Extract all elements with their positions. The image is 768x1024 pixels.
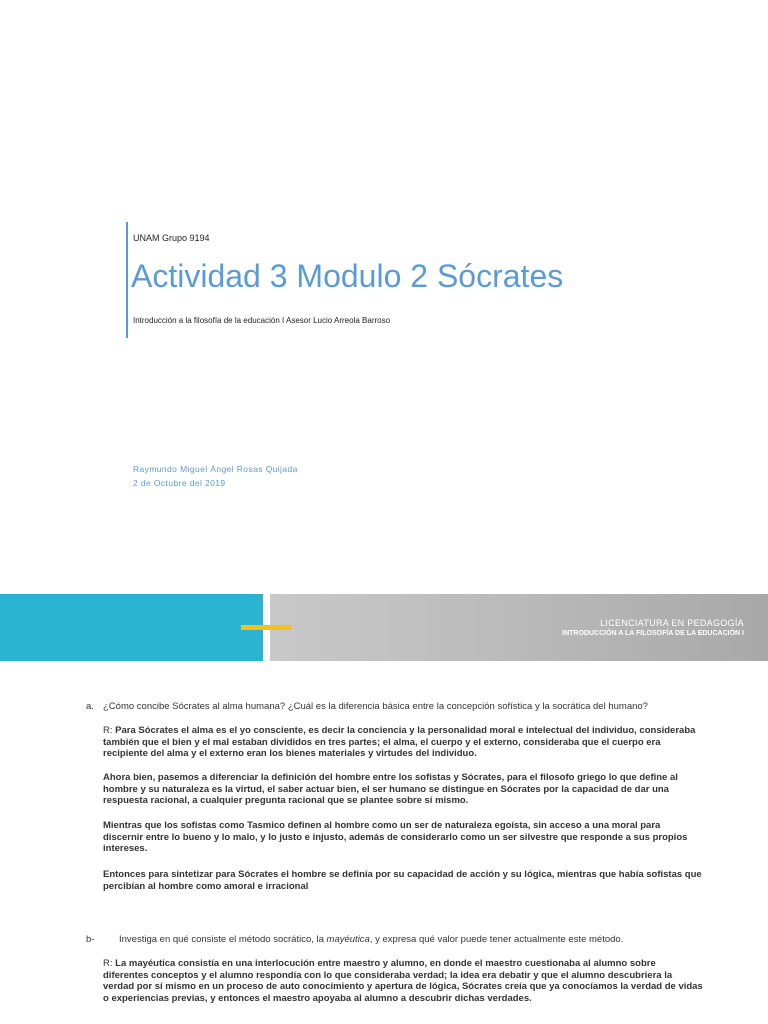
author-block — [133, 462, 298, 490]
answer-b-p1-text: La mayéutica consistía en una interlocución entre maestro y alumno, en donde el maestro cuestionaba al alumno sobre diferentes conceptos y el alumno respondía con lo que consideraba verdad; la idea era debatir y que el alumno descubriera la verdad por sí mismo en un proceso de auto conocimiento y apertura de lógica, Sócrates creía que ya conocíamos la verdad de vidas o experiencias previas, y entonces el maestro apoyaba al alumno a descubrir dichas verdades. — [103, 958, 703, 1004]
answer-a-p2-text: Ahora bien, pasemos a diferenciar la definición del hombre entre los sofistas y Sócrates, para el filosofo griego lo que define al hombre y su naturaleza es la virtud, el saber actuar bien, el ser humano se distingue en Sócrates por la capacidad de dar una respuesta racional, a cualquier pregunta racional que se plantee sobre sí mismo. — [103, 772, 678, 806]
cover-accent-rule — [126, 222, 128, 338]
question-b-text-after: , y expresa qué valor puede tener actualmente este método. — [369, 934, 624, 945]
question-b-term: mayéutica — [326, 934, 370, 945]
banner-title: LICENCIATURA EN PEDAGOGÍA — [600, 618, 744, 628]
organization-label: UNAM Grupo 9194 — [133, 233, 210, 243]
answer-a-paragraph-4 — [103, 869, 703, 892]
answer-a-p1-text: Para Sócrates el alma es el yo consciente, es decir la conciencia y la personalidad moral e intelectual del individuo, consideraba también que el bien y el mal estaban divididos en tres partes; el alma, el cuerpo y el externo, consideraba que el cuerpo era recipiente del alma y el externo eran los bienes materiales y virtudes del individuo. — [103, 725, 696, 759]
course-banner — [0, 594, 768, 661]
question-b-text — [119, 934, 719, 945]
document-date: 2 de Octubre del 2019 — [133, 478, 226, 488]
author-name: Raymundo Miguel Ángel Rosas Quijada — [133, 464, 298, 474]
question-a-text: ¿Cómo concibe Sócrates al alma humana? ¿Cuál es la diferencia básica entre la concepción sofística y la socrática del humano? — [103, 701, 648, 712]
answer-b-paragraph-1 — [103, 958, 703, 1004]
answer-a-paragraph-1 — [103, 725, 703, 760]
question-a-label: a. — [86, 701, 94, 712]
answer-a-p3-text: Mientras que los sofistas como Tasmico definen al hombre como un ser de naturaleza egoísta, sin acceso a una moral para discernir entre lo bueno y lo malo, y lo justo e injusto, además de considerarlo como un ser silvestre que responde a sus propios intereses. — [103, 820, 688, 854]
question-b-text-before: Investiga en qué consiste el método socrático, la — [119, 934, 327, 945]
document-title: Actividad 3 Modulo 2 Sócrates — [131, 258, 564, 294]
banner-gray-panel — [270, 594, 768, 661]
question-b-label: b- — [86, 934, 95, 945]
answer-a-paragraph-3 — [103, 820, 703, 855]
answer-a-prefix: R: — [103, 725, 116, 736]
answer-a-paragraph-2 — [103, 772, 703, 807]
banner-yellow-dash — [241, 625, 291, 630]
banner-subtitle: INTRODUCCIÓN A LA FILOSOFÍA DE LA EDUCACIÓN I — [562, 630, 744, 637]
document-subtitle: Introducción a la filosofía de la educación I Asesor Lucio Arreola Barroso — [133, 316, 391, 325]
banner-cyan-panel — [0, 594, 263, 661]
answer-a-p4-text: Entonces para sintetizar para Sócrates el hombre se definía por su capacidad de acción y su lógica, mientras que había sofistas que percibían al hombre como amoral e irracional — [103, 869, 702, 892]
answer-b-prefix: R: — [103, 958, 116, 969]
